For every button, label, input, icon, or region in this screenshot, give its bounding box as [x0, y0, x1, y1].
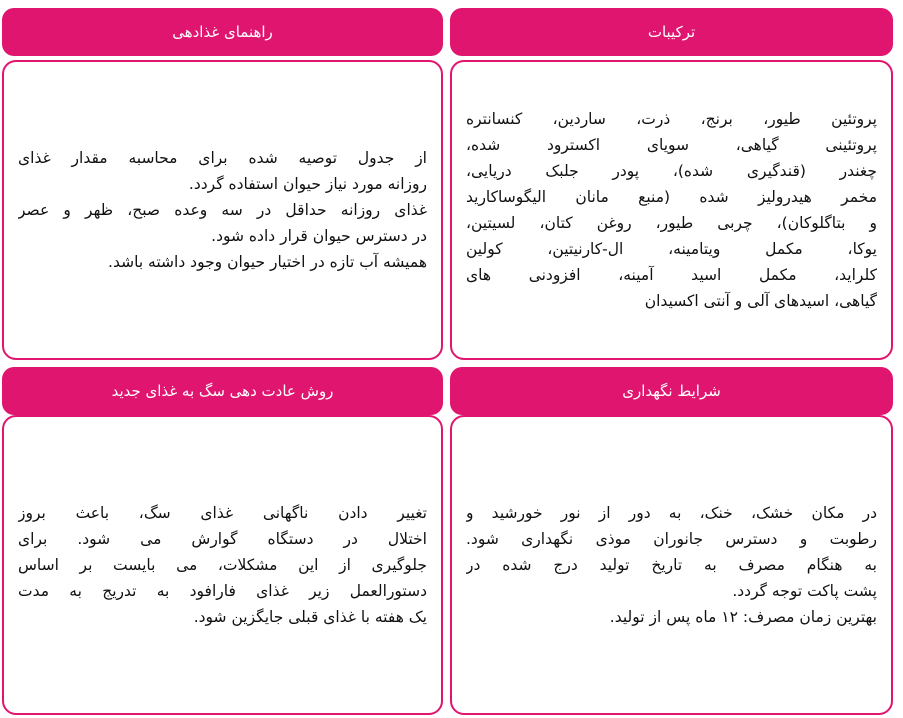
- ingredients-line: یوکا، مکمل ویتامینه، ال-کارنیتین، کولین: [466, 240, 877, 258]
- feeding-guide-body: [2, 60, 443, 360]
- feeding-guide-card: [2, 8, 443, 360]
- ingredients-title: ترکیبات: [647, 23, 696, 41]
- transition-header: [2, 367, 443, 415]
- ingredients-line: گیاهی، اسیدهای آلی و آنتی اکسیدان: [644, 292, 877, 310]
- storage-line: به هنگام مصرف به تاریخ تولید درج شده در: [466, 556, 877, 574]
- feeding-guide-title: راهنمای غذادهی: [172, 23, 273, 41]
- storage-line: رطوبت و دسترس جانوران موذی نگهداری شود.: [466, 530, 877, 548]
- ingredients-card: [450, 8, 893, 360]
- transition-line: دستورالعمل زیر غذای فارافود به تدریج به مدت: [18, 582, 427, 600]
- storage-header: [450, 367, 893, 415]
- feeding-guide-line: در دسترس حیوان قرار داده شود.: [211, 227, 427, 245]
- transition-title: روش عادت دهی سگ به غذای جدید: [111, 382, 334, 400]
- ingredients-line: پروتئین طیور، برنج، ذرت، ساردین، کنسانتره: [466, 110, 877, 128]
- feeding-guide-line: غذای روزانه حداقل در سه وعده صبح، ظهر و عصر: [18, 201, 427, 219]
- ingredients-line: و بتاگلوکان)، چربی طیور، روغن کتان، لسیتین،: [466, 214, 877, 232]
- feeding-guide-line: از جدول توصیه شده برای محاسبه مقدار غذای: [18, 149, 427, 167]
- transition-line: اختلال در دستگاه گوارش می شود. برای: [18, 530, 427, 548]
- transition-line: جلوگیری از این مشکلات، می بایست بر اساس: [18, 556, 427, 574]
- ingredients-line: مخمر هیدرولیز شده (منبع مانان الیگوساکارید: [466, 188, 877, 206]
- transition-line: تغییر دادن ناگهانی غذای سگ، باعث بروز: [18, 504, 427, 522]
- ingredients-header: [450, 8, 893, 56]
- transition-line: یک هفته با غذای قبلی جایگزین شود.: [193, 608, 427, 626]
- feeding-guide-header: [2, 8, 443, 56]
- storage-line: در مکان خشک، خنک، به دور از نور خورشید و: [466, 504, 877, 522]
- storage-card: [450, 367, 893, 715]
- storage-title: شرایط نگهداری: [622, 382, 721, 400]
- storage-body: [450, 415, 893, 715]
- storage-line: پشت پاکت توجه گردد.: [732, 582, 877, 600]
- feeding-guide-line: روزانه مورد نیاز حیوان استفاده گردد.: [188, 175, 427, 193]
- transition-body: [2, 415, 443, 715]
- ingredients-line: کلراید، مکمل اسید آمینه، افزودنی های: [466, 266, 877, 284]
- ingredients-line: چغندر (قندگیری شده)، پودر جلبک دریایی،: [466, 162, 877, 180]
- ingredients-line: پروتئینی گیاهی، سویای اکسترود شده،: [466, 136, 877, 154]
- transition-card: [2, 367, 443, 715]
- ingredients-body: [450, 60, 893, 360]
- storage-line: بهترین زمان مصرف: ۱۲ ماه پس از تولید.: [609, 608, 877, 626]
- feeding-guide-line: همیشه آب تازه در اختیار حیوان وجود داشته باشد.: [108, 253, 427, 271]
